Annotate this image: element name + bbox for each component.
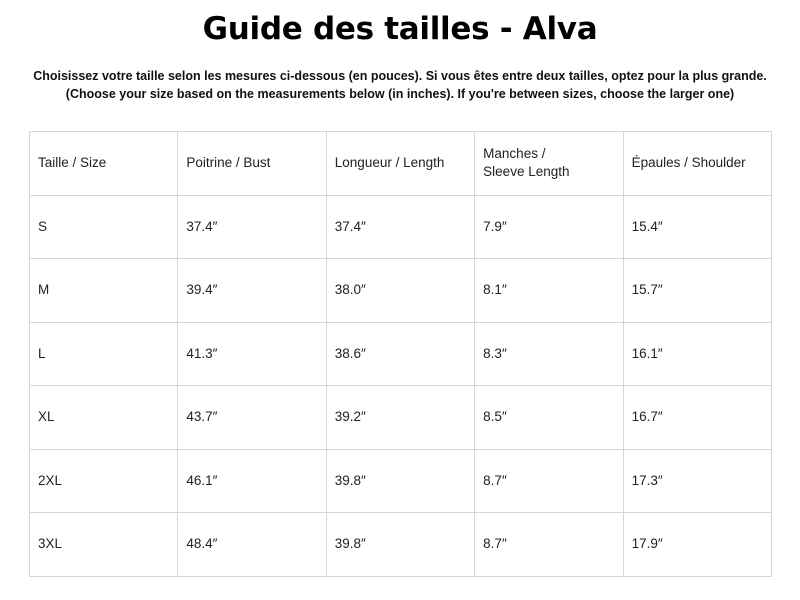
cell-bust: 46.1″ bbox=[178, 449, 326, 513]
header-size: Taille / Size bbox=[30, 132, 178, 196]
size-chart-table bbox=[29, 131, 772, 577]
cell-shoulder: 17.3″ bbox=[623, 449, 771, 513]
table-row bbox=[30, 513, 772, 577]
cell-sleeve-length: 8.1″ bbox=[475, 259, 623, 323]
header-bust: Poitrine / Bust bbox=[178, 132, 326, 196]
cell-size: M bbox=[30, 259, 178, 323]
table-header-row bbox=[30, 132, 772, 196]
cell-sleeve-length: 7.9″ bbox=[475, 195, 623, 259]
cell-shoulder: 16.1″ bbox=[623, 322, 771, 386]
cell-shoulder: 15.7″ bbox=[623, 259, 771, 323]
cell-length: 38.6″ bbox=[326, 322, 474, 386]
cell-size: 3XL bbox=[30, 513, 178, 577]
cell-shoulder: 17.9″ bbox=[623, 513, 771, 577]
cell-length: 39.2″ bbox=[326, 386, 474, 450]
cell-sleeve-length: 8.7″ bbox=[475, 449, 623, 513]
cell-bust: 48.4″ bbox=[178, 513, 326, 577]
cell-size: L bbox=[30, 322, 178, 386]
cell-bust: 43.7″ bbox=[178, 386, 326, 450]
table-row bbox=[30, 195, 772, 259]
cell-size: 2XL bbox=[30, 449, 178, 513]
cell-length: 39.8″ bbox=[326, 513, 474, 577]
cell-sleeve-length: 8.7″ bbox=[475, 513, 623, 577]
cell-size: S bbox=[30, 195, 178, 259]
cell-bust: 41.3″ bbox=[178, 322, 326, 386]
cell-bust: 39.4″ bbox=[178, 259, 326, 323]
cell-size: XL bbox=[30, 386, 178, 450]
cell-length: 38.0″ bbox=[326, 259, 474, 323]
cell-sleeve-length: 8.5″ bbox=[475, 386, 623, 450]
header-length: Longueur / Length bbox=[326, 132, 474, 196]
table-row bbox=[30, 259, 772, 323]
header-shoulder: Épaules / Shoulder bbox=[623, 132, 771, 196]
cell-length: 37.4″ bbox=[326, 195, 474, 259]
page-title: Guide des tailles - Alva bbox=[202, 11, 598, 47]
table-row bbox=[30, 322, 772, 386]
cell-bust: 37.4″ bbox=[178, 195, 326, 259]
cell-length: 39.8″ bbox=[326, 449, 474, 513]
subtitle-french: Choisissez votre taille selon les mesures ci-dessous (en pouces). Si vous êtes entre deux tailles, optez pour la plus grande. bbox=[33, 69, 767, 83]
table-row bbox=[30, 386, 772, 450]
cell-shoulder: 15.4″ bbox=[623, 195, 771, 259]
table-row bbox=[30, 449, 772, 513]
cell-sleeve-length: 8.3″ bbox=[475, 322, 623, 386]
subtitle-english: (Choose your size based on the measurements below (in inches). If you're between sizes, choose the larger one) bbox=[65, 87, 735, 101]
header-sleeve-length: Manches / Sleeve Length bbox=[475, 132, 623, 196]
cell-shoulder: 16.7″ bbox=[623, 386, 771, 450]
